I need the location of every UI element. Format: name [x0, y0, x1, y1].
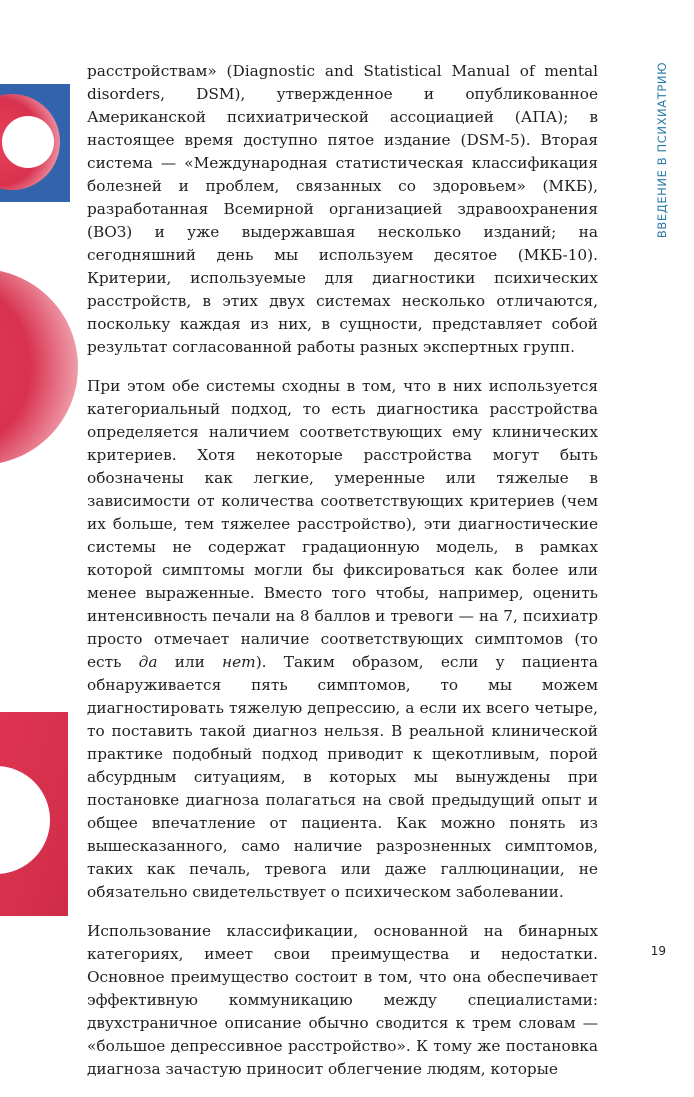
paragraph-2-or: или: [157, 653, 223, 671]
page-number: 19: [650, 944, 666, 958]
paragraph-3: Использование классификации, основанной на бинарных категориях, имеет свои преимущества и недостатки. Основное преимущество состоит в том, что она обеспечивает эффективную коммуникацию между специалистами: двухстраничное описание обычно сводится к трем словам — «большое депрессивное расстройство». К тому же постановка диагноза зачастую приносит облегчение людям, которые: [87, 922, 598, 1078]
blue-square-with-red-circle-icon: [0, 70, 72, 210]
running-head-text: ВВЕДЕНИЕ В ПСИХИАТРИЮ: [655, 61, 669, 239]
body-text: [87, 60, 598, 1097]
running-head: [654, 62, 670, 238]
paragraph-2: [87, 375, 598, 904]
paragraph-2-start: При этом обе системы сходны в том, что в них используется категориальный подход, то есть диагностика расстройства определяется наличием соответствующих ему клинических критериев. Хотя некоторые расстройства могут быть обозначены как легкие, умеренные или тяжелые в зависимости от количества соответствующих критериев (чем их больше, тем тяжелее расстройство), эти диагностические системы не содержат градационную модель, в рамках которой симптомы могли бы фиксироваться как более или менее выраженные. Вместо того чтобы, например, оценить интенсивность печали на 8 баллов и тревоги — на 7, психиатр просто отмечает наличие соответствующих симптомов (то есть: [87, 377, 598, 671]
italic-yes: да: [138, 653, 158, 671]
paragraph-1: расстройствам» (Diagnostic and Statistical Manual of mental disorders, DSM), утвержденное и опубликованное Американской психиатрической ассоциацией (АПА); в настоящее время доступно пятое издание (DSM-5). Вторая система — «Международная статистическая классификация болезней и проблем, связанных со здоровьем» (МКБ), разработанная Всемирной организацией здравоохранения (ВОЗ) и уже выдержавшая несколько изданий; на сегодняшний день мы используем десятое (МКБ-10). Критерии, используемые для диагностики психических расстройств, в этих двух системах несколько отличаются, поскольку каждая из них, в сущности, представляет собой результат согласованной работы разных экспертных групп.: [87, 62, 598, 356]
paragraph-2-end: ). Таким образом, если у пациента обнаруживается пять симптомов, то мы можем диагностировать тяжелую депрессию, а если их всего четыре, то поставить такой диагноз нельзя. В реальной клинической практике подобный подход приводит к щекотливым, порой абсурдным ситуациям, в которых мы вынуждены при постановке диагноза полагаться на свой предыдущий опыт и общее впечатление от пациента. Как можно понять из вышесказанного, само наличие разрозненных симптомов, таких как печаль, тревога или даже галлюцинации, не обязательно свидетельствует о психическом заболевании.: [87, 653, 598, 901]
red-square-with-white-circle-icon: [0, 712, 72, 922]
red-circle-icon: [0, 262, 80, 482]
italic-no: нет: [222, 653, 256, 671]
